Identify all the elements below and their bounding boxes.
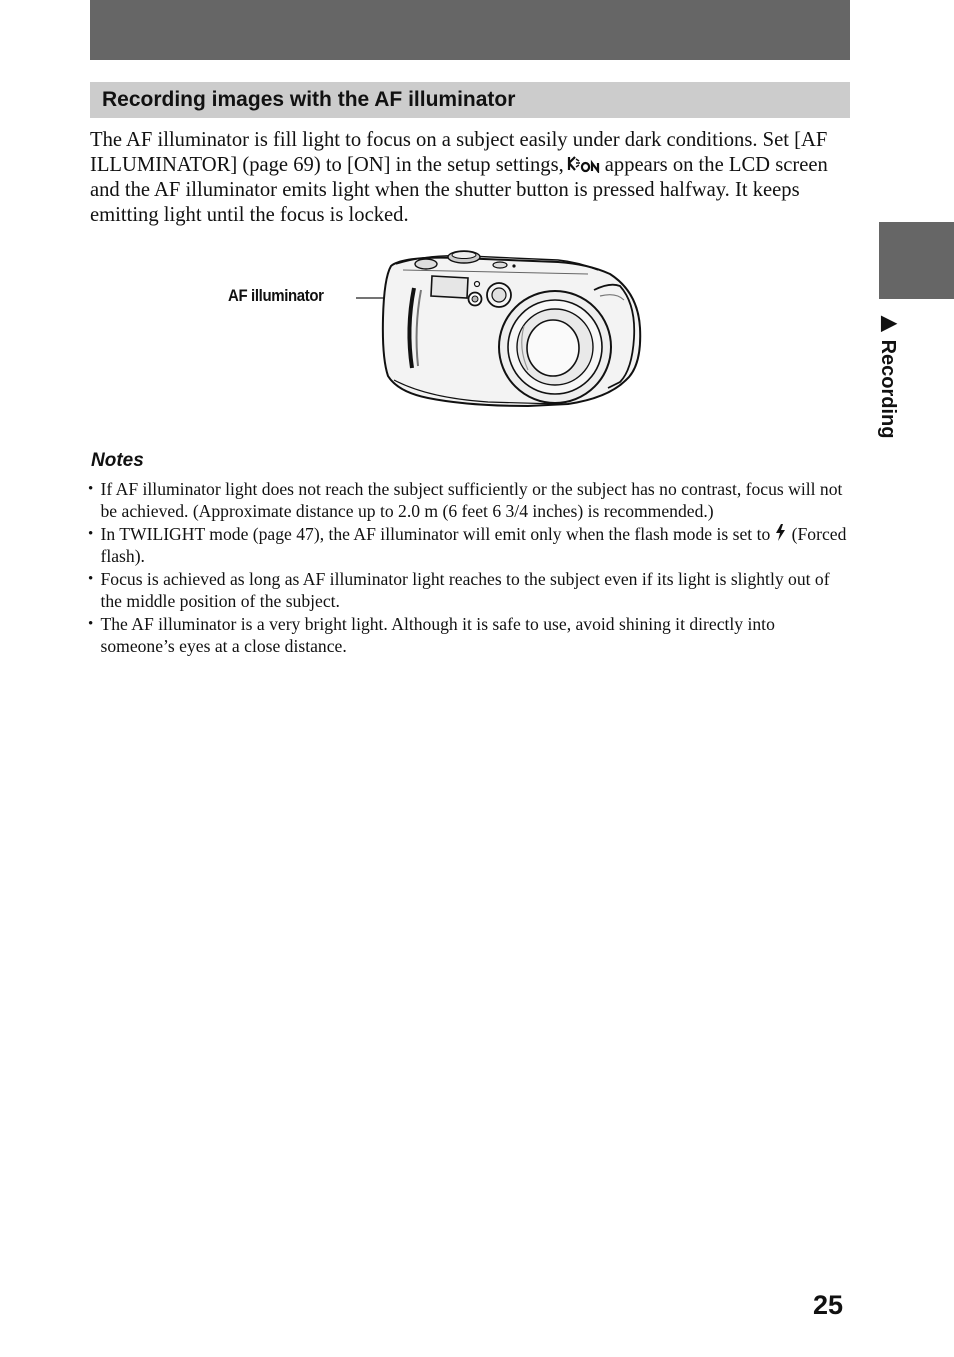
notes-title: Notes <box>91 450 144 471</box>
bullet-icon: • <box>88 616 94 632</box>
chapter-tab <box>879 222 954 299</box>
intro-text-part-2: appears on the LCD screen and the AF illuminator emits light when the shutter button is pressed halfway. It keeps emitting light until the focus is locked. <box>90 154 828 226</box>
camera-figure <box>228 248 648 418</box>
page-number: 25 <box>813 1290 844 1320</box>
list-item: • Focus is achieved as long as AF illuminator light reaches to the subject even if its light is slightly out of the middle position of the subject. <box>88 569 830 611</box>
intro-text-part-1: The AF illuminator is fill light to focus on a subject easily under dark conditions. Set [AF ILLUMINATOR] (page 69) to [ON] in the setup settings, <box>90 129 828 176</box>
list-item: • The AF illuminator is a very bright light. Although it is safe to use, avoid shining it directly into someone’s eyes at a close distance. <box>88 614 775 656</box>
camera-front-illustration <box>228 248 648 418</box>
bullet-icon: • <box>88 571 94 587</box>
chapter-tab-label <box>876 310 900 438</box>
list-item: • In TWILIGHT mode (page 47), the AF illuminator will emit only when the flash mode is set to (Forced flash). <box>88 524 847 566</box>
arrow-icon: ▶ <box>877 310 899 334</box>
flash-icon <box>775 524 786 541</box>
section-heading: Recording images with the AF illuminator <box>90 82 850 118</box>
bullet-icon: • <box>88 526 94 542</box>
header-bar <box>90 0 850 60</box>
af-illuminator-callout-label: AF illuminator <box>228 286 324 305</box>
af-illuminator-on-icon <box>567 156 601 173</box>
intro-paragraph <box>90 128 852 228</box>
list-item: • If AF illuminator light does not reach the subject sufficiently or the subject has no contrast, focus will not be achieved. (Approximate distance up to 2.0 m (6 feet 6 3/4 inches) is recommended.) <box>88 479 843 521</box>
chapter-tab-text: Recording <box>877 339 899 439</box>
bullet-icon: • <box>88 481 94 497</box>
notes-list <box>88 478 850 658</box>
